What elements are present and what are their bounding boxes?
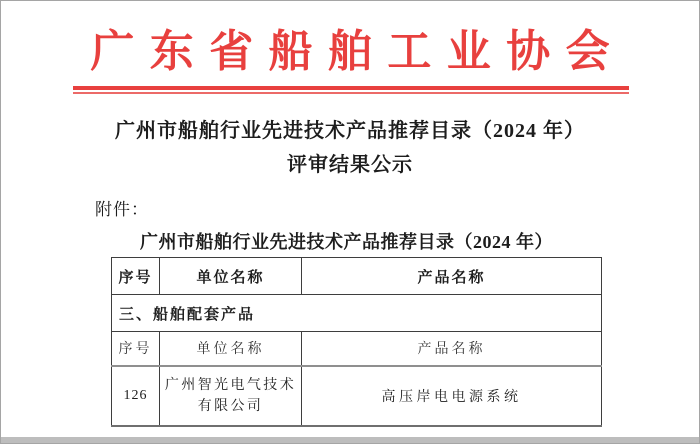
sub-header-no: 序号 — [112, 332, 160, 366]
section-row-label: 三、船舶配套产品 — [112, 295, 602, 332]
attachment-label: 附件： — [95, 200, 149, 219]
table-header-row — [112, 258, 602, 295]
col-header-product: 产品名称 — [302, 258, 602, 295]
header-rule-thick — [73, 86, 629, 90]
cell-unit-name: 广州智光电气技术有限公司 — [160, 366, 302, 426]
doc-title-line1: 广州市船舶行业先进技术产品推荐目录（2024 年） — [115, 120, 585, 142]
sub-header-product: 产品名称 — [302, 332, 602, 366]
cell-product-name: 高压岸电电源系统 — [302, 366, 602, 426]
table-subheader-row — [112, 332, 602, 366]
table-section-row — [112, 295, 602, 332]
table-row — [112, 366, 602, 426]
col-header-no: 序号 — [112, 258, 160, 295]
cell-serial-number: 126 — [112, 366, 160, 426]
doc-title-line2: 评审结果公示 — [287, 154, 413, 176]
org-title: 广东省船舶工业协会 — [90, 27, 625, 76]
doc-title — [1, 114, 699, 182]
sub-header-unit: 单位名称 — [160, 332, 302, 366]
products-table — [111, 257, 602, 427]
table-caption: 广州市船舶行业先进技术产品推荐目录（2024 年） — [140, 232, 553, 252]
bottom-band — [1, 437, 699, 443]
header-rule-thin — [73, 92, 629, 94]
col-header-unit: 单位名称 — [160, 258, 302, 295]
